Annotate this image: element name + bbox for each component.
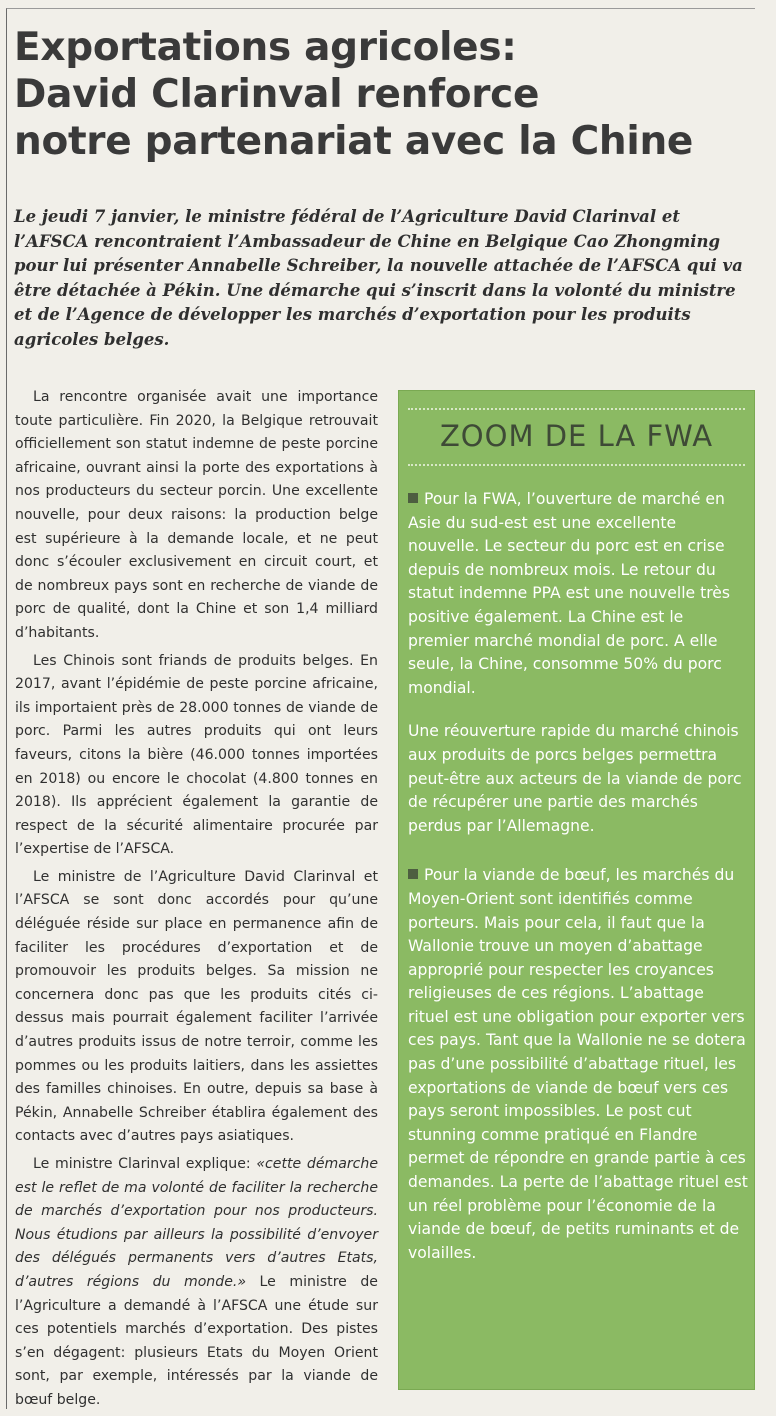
- zoom-body: [408, 488, 748, 1265]
- body-paragraph: La rencontre organisée avait une importance toute particulière. Fin 2020, la Belgique retrouvait officiellement son statut indemne de peste porcine africaine, ouvrant ainsi la porte des exportations à nos producteurs du secteur porcin. Une excellente nouvelle, pour deux raisons: la production belge est supérieure à la demande locale, et ne peut donc s’écouler exclusivement en circuit court, et de nombreux pays sont en recherche de viande de porc de qualité, dont la Chine et son 1,4 milliard d’habitants.: [15, 389, 378, 641]
- title-line-1: Exportations agricoles:: [14, 25, 517, 70]
- title-line-3: notre partenariat avec la Chine: [14, 119, 694, 164]
- minister-quote: «cette démarche est le reflet de ma volonté de faciliter la recherche de marchés d’exportation pour nos producteurs. Nous étudions par ailleurs la possibilité d’envoyer des délégués permanents vers d’autres Etats, d’autres régions du monde.»: [15, 1156, 379, 1290]
- dotted-rule: [408, 408, 745, 410]
- article-body: [15, 386, 378, 1413]
- body-paragraph-quote: [15, 1153, 378, 1413]
- quote-outro: Le ministre de l’Agriculture a demandé à l’AFSCA une étude sur ces potentiels marchés d’exportation. Des pistes s’en dégagent: plusieurs Etats du Moyen Orient sont, par exemple, intéressés par la viande de bœuf belge.: [15, 1273, 378, 1408]
- zoom-sidebar: [398, 390, 755, 1390]
- square-bullet-icon: [408, 493, 418, 503]
- body-paragraph: Le ministre de l’Agriculture David Clarinval et l’AFSCA se sont donc accordés pour qu’une déléguée réside sur place en permanence afin de faciliter les procédures d’exportation et de promouvoir les produits belges. Sa mission ne concernera donc pas que les produits cités ci-dessus mais pourrait également faciliter l’arrivée d’autres produits issus de notre terroir, comme les pommes ou les produits laitiers, dans les assiettes des familles chinoises. En outre, depuis sa base à Pékin, Annabelle Schreiber établira également des contacts avec d’autres pays asiatiques.: [15, 868, 378, 1145]
- zoom-paragraph: Une réouverture rapide du marché chinois aux produits de porcs belges permettra peut-être aux acteurs de la viande de porc de récupérer une partie des marchés perdus par l’Allemagne.: [408, 722, 742, 835]
- dotted-rule: [408, 464, 745, 466]
- square-bullet-icon: [408, 869, 418, 879]
- article-title: [14, 24, 754, 165]
- title-line-2: David Clarinval renforce: [14, 72, 540, 117]
- article-lead: Le jeudi 7 janvier, le ministre fédéral de l’Agriculture David Clarinval et l’AFSCA rencontraient l’Ambassadeur de Chine en Belgique Cao Zhongming pour lui présenter Annabelle Schreiber, la nouvelle attachée de l’AFSCA qui va être détachée à Pékin. Une démarche qui s’inscrit dans la volonté du ministre et de l’Agence de développer les marchés d’exportation pour les produits agricoles belges.: [14, 207, 743, 349]
- zoom-title: ZOOM DE LA FWA: [439, 419, 714, 453]
- zoom-paragraph-text: Pour la FWA, l’ouverture de marché en Asie du sud-est est une excellente nouvelle. Le secteur du porc est en crise depuis de nombreux mois. Le retour du statut indemne PPA est une nouvelle très positive également. La Chine est le premier marché mondial de porc. A elle seule, la Chine, consomme 50% du porc mondial.: [408, 490, 730, 697]
- quote-intro: Le ministre Clarinval explique:: [33, 1156, 257, 1172]
- zoom-paragraph-text: Pour la viande de bœuf, les marchés du Moyen-Orient sont identifiés comme porteurs. Mais pour cela, il faut que la Wallonie trouve un moyen d’abattage approprié pour respecter les croyances religieuses de ces régions. L’abattage rituel est une obligation pour exporter vers ces pays. Tant que la Wallonie ne se dotera pas d’une possibilité d’abattage rituel, les exportations de viande de bœuf vers ces pays seront impossibles. Le post cut stunning comme pratiqué en Flandre permet de répondre en grande partie à ces demandes. La perte de l’abattage rituel est un réel problème pour l’économie de la viande de bœuf, de petits ruminants et de volailles.: [408, 866, 748, 1262]
- zoom-paragraph: [408, 864, 748, 1265]
- body-paragraph: Les Chinois sont friands de produits belges. En 2017, avant l’épidémie de peste porcine africaine, ils importaient près de 28.000 tonnes de viande de porc. Parmi les autres produits qui ont leurs faveurs, citons la bière (46.000 tonnes importées en 2018) ou encore le chocolat (4.800 tonnes en 2018). Ils apprécient également la garantie de respect de la sécurité alimentaire procurée par l’expertise de l’AFSCA.: [15, 652, 378, 858]
- zoom-paragraph: [408, 488, 748, 700]
